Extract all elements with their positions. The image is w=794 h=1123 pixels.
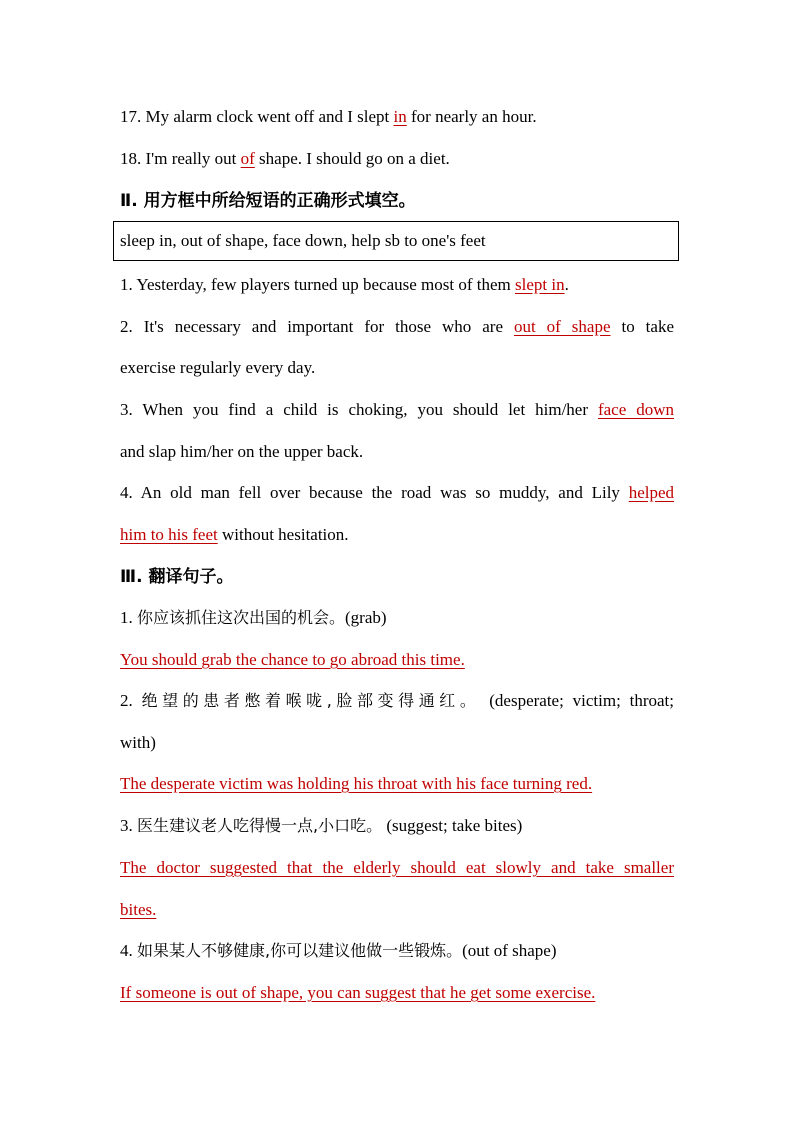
item-text-before: My alarm clock went off and I slept bbox=[145, 107, 390, 126]
answer-text: out of shape bbox=[513, 317, 611, 336]
phrase-box bbox=[113, 221, 679, 261]
hint-text: (desperate; victim; throat; bbox=[489, 691, 675, 710]
fill-item-4 bbox=[120, 482, 674, 504]
item-number: 2. bbox=[120, 691, 133, 710]
fill-item-4-continuation bbox=[120, 524, 349, 546]
item-number: 2. bbox=[120, 317, 133, 336]
answer-text: helped bbox=[628, 483, 675, 502]
item-text-after: . bbox=[564, 275, 569, 294]
item-number: 1. bbox=[120, 608, 133, 627]
item-text-before: An old man fell over because the road was so muddy, and Lily bbox=[140, 483, 620, 502]
question-text: 如果某人不够健康,你可以建议他做一些锻炼。 bbox=[137, 941, 463, 960]
answer-text: face down bbox=[597, 400, 674, 419]
hint-text: (grab) bbox=[345, 608, 387, 627]
answer-text: You should grab the chance to go abroad this time. bbox=[120, 650, 465, 669]
question-text: 绝望的患者憋着喉咙,脸部变得通红。 bbox=[141, 691, 481, 710]
answer-text-continuation: him to his feet bbox=[120, 525, 218, 544]
item-text-before: I'm really out bbox=[145, 149, 237, 168]
answer-text-continuation: bites. bbox=[120, 900, 157, 919]
item-text-before: It's necessary and important for those who are bbox=[143, 317, 504, 336]
item-text-before: Yesterday, few players turned up because most of them bbox=[136, 275, 511, 294]
section-3-heading: Ⅲ. 翻译句子。 bbox=[120, 567, 234, 587]
hint-text: (suggest; take bites) bbox=[386, 816, 523, 835]
item-number: 1. bbox=[120, 275, 133, 294]
section-2-heading: Ⅱ. 用方框中所给短语的正确形式填空。 bbox=[120, 191, 416, 211]
item-18 bbox=[120, 148, 450, 170]
item-number: 3. bbox=[120, 400, 133, 419]
translate-item-3 bbox=[120, 815, 522, 837]
fill-item-2-continuation: exercise regularly every day. bbox=[120, 358, 316, 377]
translate-item-4 bbox=[120, 940, 557, 962]
question-text: 医生建议老人吃得慢一点,小口吃。 bbox=[137, 816, 383, 835]
fill-item-3 bbox=[120, 399, 674, 421]
item-text-after: for nearly an hour. bbox=[411, 107, 537, 126]
answer-text: The doctor suggested that the elderly should eat slowly and take smaller bbox=[120, 858, 674, 877]
item-number: 18. bbox=[120, 149, 142, 168]
translate-answer-2 bbox=[120, 773, 592, 795]
translate-item-1 bbox=[120, 607, 387, 629]
item-number: 4. bbox=[120, 941, 133, 960]
item-number: 4. bbox=[120, 483, 133, 502]
answer-text: If someone is out of shape, you can suggest that he get some exercise. bbox=[120, 983, 596, 1002]
translate-answer-1 bbox=[120, 649, 465, 671]
item-number: 17. bbox=[120, 107, 142, 126]
item-text-after: to take bbox=[621, 317, 674, 336]
translate-answer-4 bbox=[120, 982, 595, 1004]
hint-text: (out of shape) bbox=[462, 941, 557, 960]
question-text: 你应该抓住这次出国的机会。 bbox=[137, 608, 346, 627]
translate-answer-3 bbox=[120, 857, 674, 879]
item-number: 3. bbox=[120, 816, 133, 835]
fill-item-2 bbox=[120, 316, 674, 338]
phrase-box-text: sleep in, out of shape, face down, help sb to one's feet bbox=[120, 231, 486, 250]
translate-item-2-continuation: with) bbox=[120, 733, 156, 752]
answer-text: The desperate victim was holding his throat with his face turning red. bbox=[120, 774, 593, 793]
answer-text: in bbox=[393, 107, 407, 126]
item-17 bbox=[120, 106, 537, 128]
item-text-after: shape. I should go on a diet. bbox=[259, 149, 450, 168]
item-text-after: without hesitation. bbox=[221, 525, 349, 544]
fill-item-3-continuation: and slap him/her on the upper back. bbox=[120, 442, 364, 461]
item-text-before: When you find a child is choking, you should let him/her bbox=[142, 400, 589, 419]
translate-item-2 bbox=[120, 690, 674, 712]
fill-item-1 bbox=[120, 274, 569, 296]
answer-text: of bbox=[240, 149, 255, 168]
answer-text: slept in bbox=[515, 275, 565, 294]
translate-answer-3-continuation bbox=[120, 899, 156, 921]
